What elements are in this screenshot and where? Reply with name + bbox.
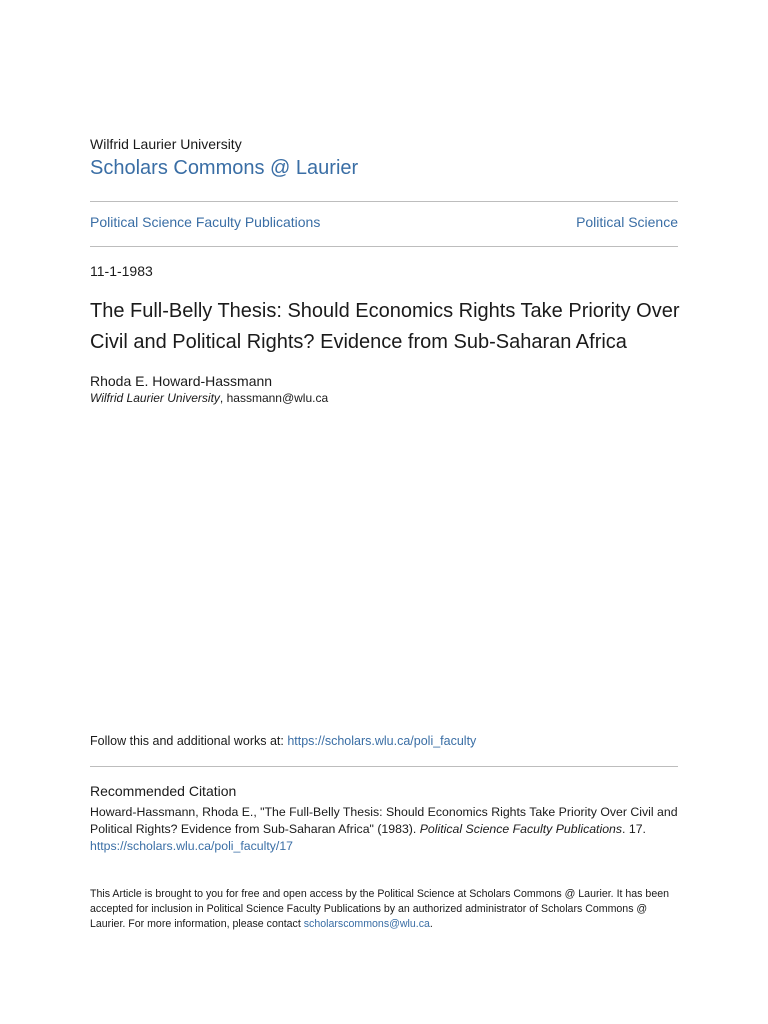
affiliation-separator: , [219,391,227,405]
divider-nav [90,246,678,247]
contact-email-link[interactable]: scholarscommons@wlu.ca [303,918,430,930]
publication-date: 11-1-1983 [90,263,153,279]
citation-link[interactable]: https://scholars.wlu.ca/poli_faculty/17 [90,839,294,853]
article-title [90,296,690,358]
affiliation-institution: Wilfrid Laurier University [90,391,220,405]
department-link[interactable]: Political Science [576,214,678,230]
follow-text: Follow this and additional works at: [90,734,288,748]
notice-text: This Article is brought to you for free and open access by the Political Science at Scholars Commons @ Laurier. It has been accepted for inclusion in Political Science Faculty Publications by an authorized administrator of Scholars Commons @ Laurier. For more information, please contact [90,888,669,930]
author-affiliation [90,391,328,405]
author-name: Rhoda E. Howard-Hassmann [90,373,273,389]
article-title-line-1: The Full-Belly Thesis: Should Economics Rights Take Priority Over [90,300,680,322]
article-title-line-2: Civil and Political Rights? Evidence from Sub-Saharan Africa [90,331,627,353]
collection-link[interactable]: Political Science Faculty Publications [90,214,321,230]
divider-top [90,201,678,202]
repository-link[interactable]: Scholars Commons @ Laurier [90,157,359,179]
notice-end: . [429,918,433,930]
citation-text [90,804,690,855]
follow-link[interactable]: https://scholars.wlu.ca/poli_faculty [287,734,477,748]
citation-number: . 17. [622,822,646,836]
follow-line [90,734,476,748]
citation-body: Howard-Hassmann, Rhoda E., "The Full-Belly Thesis: Should Economics Rights Take Priority Over Civil and Political Rights? Evidence from Sub-Saharan Africa" (1983). [90,805,678,836]
affiliation-email: hassmann@wlu.ca [226,391,329,405]
access-notice [90,887,680,932]
divider-citation [90,766,678,767]
citation-journal: Political Science Faculty Publications [419,822,623,836]
university-name: Wilfrid Laurier University [90,136,242,152]
citation-heading: Recommended Citation [90,783,237,799]
